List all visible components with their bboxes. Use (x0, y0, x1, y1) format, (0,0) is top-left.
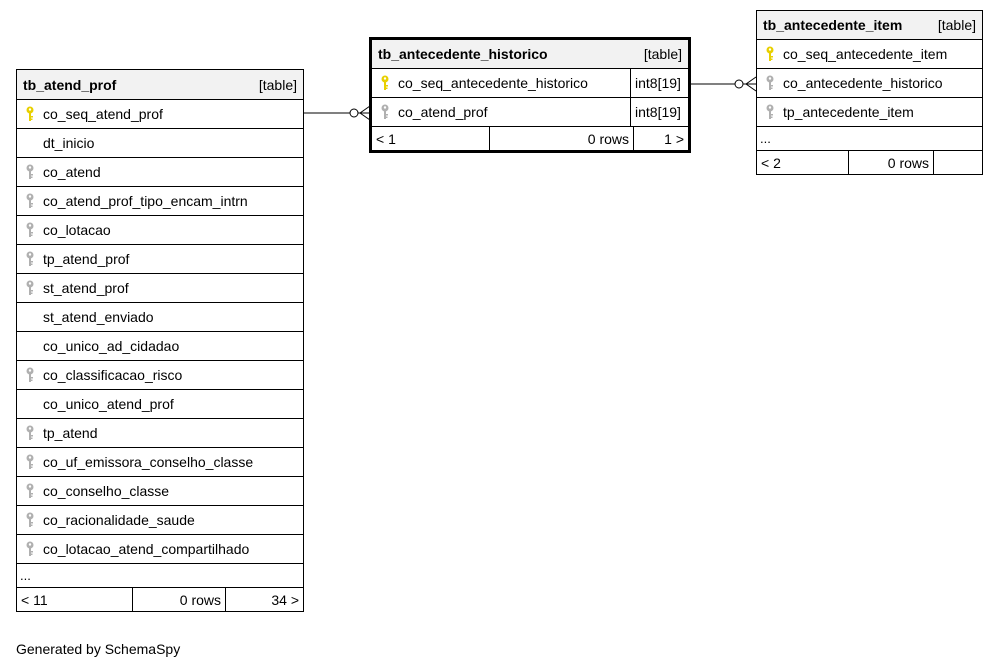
foreign-key-icon (23, 163, 37, 181)
column-row[interactable] (17, 187, 303, 216)
column-row[interactable] (17, 245, 303, 274)
column-name: co_conselho_classe (43, 483, 170, 499)
row-count: 0 rows (490, 127, 634, 150)
foreign-key-icon (23, 250, 37, 268)
foreign-key-icon (23, 511, 37, 529)
link-antecedente-historico-to-antecedente-item (690, 77, 756, 91)
column-name: co_unico_ad_cidadao (43, 338, 180, 354)
column-row[interactable] (17, 419, 303, 448)
column-name: st_atend_prof (43, 280, 129, 296)
parents-link[interactable]: < 11 (17, 588, 133, 611)
column-name: co_antecedente_historico (783, 75, 943, 91)
column-row[interactable] (17, 477, 303, 506)
table-kind: [table] (258, 76, 297, 93)
foreign-key-icon (23, 279, 37, 297)
column-name: co_racionalidade_saude (43, 512, 195, 528)
foreign-key-icon (23, 192, 37, 210)
column-row[interactable] (372, 69, 688, 98)
table-kind: [table] (643, 46, 682, 62)
children-link[interactable]: 34 > (271, 591, 299, 608)
column-name: tp_atend_prof (43, 251, 130, 267)
column-name: co_atend_prof_tipo_encam_intrn (43, 193, 248, 209)
column-row[interactable] (17, 390, 303, 419)
column-name: co_atend_prof (398, 104, 488, 120)
column-row[interactable] (757, 40, 982, 69)
generated-by-label: Generated by SchemaSpy (16, 641, 181, 657)
row-count: 0 rows (849, 151, 934, 174)
column-row[interactable] (17, 535, 303, 564)
column-row[interactable] (17, 274, 303, 303)
foreign-key-icon (23, 453, 37, 471)
foreign-key-icon (378, 103, 392, 121)
row-count: 0 rows (133, 588, 226, 611)
table-header[interactable] (757, 11, 982, 40)
column-name: co_atend (43, 164, 101, 180)
column-name: tp_atend (43, 425, 98, 441)
column-name: co_seq_atend_prof (43, 106, 163, 122)
table-header[interactable] (17, 70, 303, 100)
table-name: tb_antecedente_item (763, 17, 903, 33)
column-row[interactable] (372, 98, 688, 127)
foreign-key-icon (23, 540, 37, 558)
parents-link[interactable]: < 1 (372, 127, 490, 150)
column-name: co_seq_antecedente_historico (398, 75, 588, 91)
column-name: co_uf_emissora_conselho_classe (43, 454, 254, 470)
column-list (17, 100, 303, 564)
column-list (372, 69, 688, 127)
column-name: st_atend_enviado (43, 309, 154, 325)
parents-link[interactable]: < 2 (757, 151, 849, 174)
foreign-key-icon (23, 221, 37, 239)
foreign-key-icon (763, 74, 777, 92)
column-name: dt_inicio (43, 135, 95, 151)
column-name: tp_antecedente_item (783, 104, 914, 120)
table-footer (17, 588, 303, 611)
children-link[interactable] (934, 151, 982, 174)
primary-key-icon (763, 45, 777, 63)
column-type: int8[19] (630, 98, 688, 126)
foreign-key-icon (23, 482, 37, 500)
column-row[interactable] (17, 129, 303, 158)
column-name: co_classificacao_risco (43, 367, 183, 383)
column-type: int8[19] (630, 69, 688, 97)
primary-key-icon (378, 74, 392, 92)
column-row[interactable] (17, 448, 303, 477)
primary-key-icon (23, 105, 37, 123)
column-row[interactable] (17, 332, 303, 361)
foreign-key-icon (23, 366, 37, 384)
column-name: co_unico_atend_prof (43, 396, 174, 412)
column-list (757, 40, 982, 127)
column-name: co_lotacao (43, 222, 111, 238)
column-row[interactable] (17, 361, 303, 390)
table-footer (757, 151, 982, 174)
column-row[interactable] (17, 100, 303, 129)
table-tb-atend-prof[interactable] (16, 69, 304, 612)
table-name: tb_atend_prof (23, 76, 117, 93)
table-kind: [table] (937, 17, 976, 33)
table-tb-antecedente-historico[interactable] (369, 37, 691, 153)
column-row[interactable] (17, 303, 303, 332)
foreign-key-icon (23, 424, 37, 442)
link-atend-prof-to-antecedente-historico (304, 106, 370, 120)
table-header[interactable] (372, 40, 688, 69)
column-row[interactable] (17, 506, 303, 535)
column-row[interactable] (17, 216, 303, 245)
table-tb-antecedente-item[interactable] (756, 10, 983, 175)
column-name: co_lotacao_atend_compartilhado (43, 541, 250, 557)
column-row[interactable] (17, 158, 303, 187)
table-footer (372, 127, 688, 150)
table-name: tb_antecedente_historico (378, 46, 548, 62)
column-row[interactable] (757, 69, 982, 98)
more-columns-ellipsis: ... (757, 127, 982, 151)
column-row[interactable] (757, 98, 982, 127)
column-name: co_seq_antecedente_item (783, 46, 948, 62)
more-columns-ellipsis: ... (17, 564, 303, 588)
children-link[interactable]: 1 > (664, 130, 684, 147)
foreign-key-icon (763, 103, 777, 121)
